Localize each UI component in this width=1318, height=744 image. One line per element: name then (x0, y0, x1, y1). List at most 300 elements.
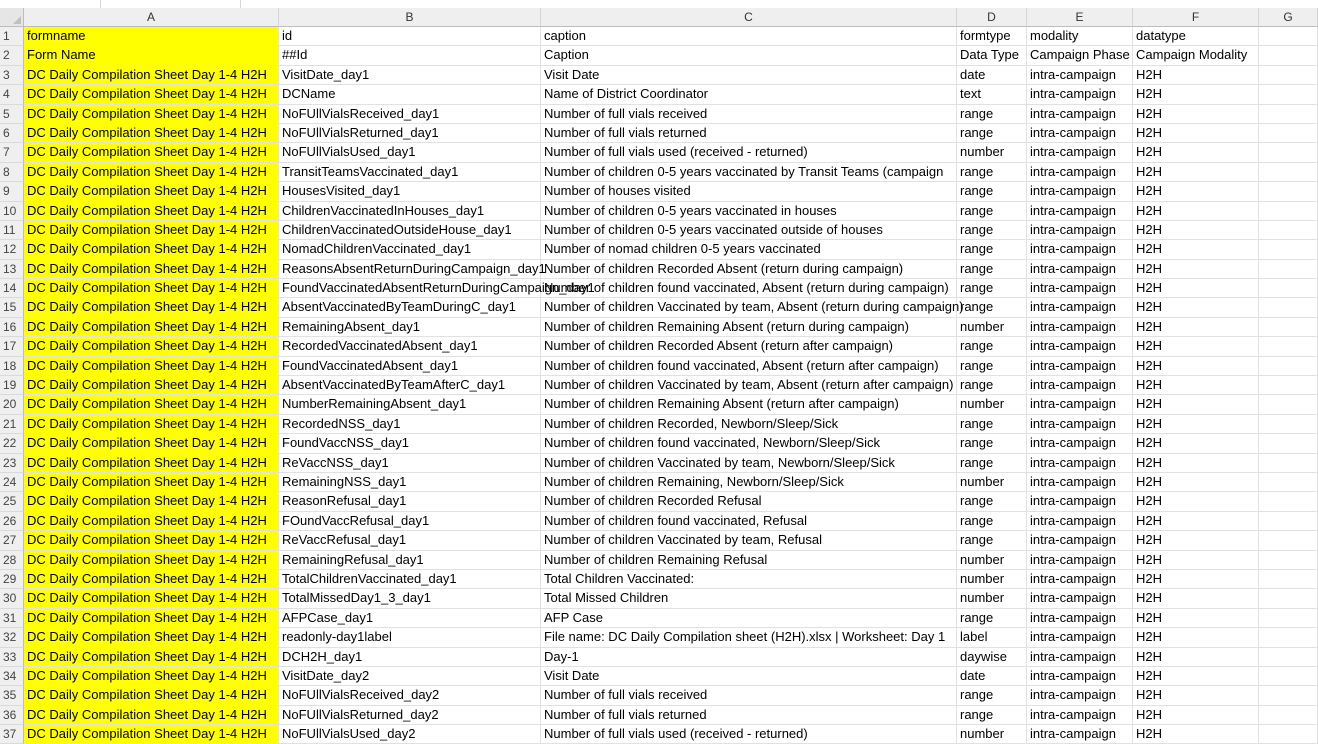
cell-formtype[interactable]: range (957, 182, 1027, 201)
cell-modality[interactable]: intra-campaign (1027, 551, 1133, 570)
cell-id[interactable]: NoFUllVialsReceived_day1 (279, 105, 541, 124)
row-header[interactable]: 30 (0, 589, 24, 608)
row-header[interactable]: 3 (0, 66, 24, 85)
cell-id[interactable]: TransitTeamsVaccinated_day1 (279, 163, 541, 182)
cell-caption[interactable]: Number of children 0-5 years vaccinated outside of houses (541, 221, 957, 240)
cell-empty[interactable] (1259, 66, 1318, 85)
cell-formname[interactable]: DC Daily Compilation Sheet Day 1-4 H2H (24, 415, 279, 434)
cell-caption[interactable]: Number of children Vaccinated by team, Newborn/Sleep/Sick (541, 454, 957, 473)
cell-empty[interactable] (1259, 376, 1318, 395)
cell-formname[interactable]: DC Daily Compilation Sheet Day 1-4 H2H (24, 376, 279, 395)
cell-caption[interactable]: Number of full vials returned (541, 124, 957, 143)
cell-id[interactable]: DCH2H_day1 (279, 648, 541, 667)
cell-datatype[interactable]: H2H (1133, 279, 1259, 298)
cell-id[interactable]: RemainingNSS_day1 (279, 473, 541, 492)
cell-caption[interactable]: Number of children Recorded, Newborn/Sleep/Sick (541, 415, 957, 434)
cell-caption[interactable]: Number of full vials returned (541, 706, 957, 725)
cell-caption[interactable]: AFP Case (541, 609, 957, 628)
row-header[interactable]: 5 (0, 105, 24, 124)
cell-empty[interactable] (1259, 492, 1318, 511)
cell-empty[interactable] (1259, 85, 1318, 104)
row-header[interactable]: 14 (0, 279, 24, 298)
cell-modality[interactable]: intra-campaign (1027, 628, 1133, 647)
cell-empty[interactable] (1259, 27, 1318, 46)
cell-formname[interactable]: Form Name (24, 46, 279, 65)
cell-caption[interactable]: Number of children found vaccinated, Refusal (541, 512, 957, 531)
tab-fragment[interactable] (0, 0, 101, 8)
row-header[interactable]: 29 (0, 570, 24, 589)
cell-modality[interactable]: modality (1027, 27, 1133, 46)
cell-empty[interactable] (1259, 551, 1318, 570)
cell-empty[interactable] (1259, 260, 1318, 279)
cell-empty[interactable] (1259, 706, 1318, 725)
cell-id[interactable]: NomadChildrenVaccinated_day1 (279, 240, 541, 259)
cell-formname[interactable]: DC Daily Compilation Sheet Day 1-4 H2H (24, 570, 279, 589)
cell-formname[interactable]: DC Daily Compilation Sheet Day 1-4 H2H (24, 260, 279, 279)
cell-id[interactable]: readonly-day1label (279, 628, 541, 647)
cell-formtype[interactable]: range (957, 279, 1027, 298)
cell-empty[interactable] (1259, 609, 1318, 628)
cell-datatype[interactable]: H2H (1133, 706, 1259, 725)
cell-formtype[interactable]: number (957, 725, 1027, 744)
cell-formtype[interactable]: range (957, 357, 1027, 376)
cell-id[interactable]: TotalMissedDay1_3_day1 (279, 589, 541, 608)
cell-caption[interactable]: Visit Date (541, 667, 957, 686)
cell-id[interactable]: id (279, 27, 541, 46)
cell-id[interactable]: ReVaccNSS_day1 (279, 454, 541, 473)
cell-id[interactable]: AbsentVaccinatedByTeamDuringC_day1 (279, 298, 541, 317)
cell-id[interactable]: HousesVisited_day1 (279, 182, 541, 201)
cell-formtype[interactable]: range (957, 298, 1027, 317)
cell-modality[interactable]: intra-campaign (1027, 163, 1133, 182)
row-header[interactable]: 8 (0, 163, 24, 182)
cell-formname[interactable]: DC Daily Compilation Sheet Day 1-4 H2H (24, 434, 279, 453)
cell-caption[interactable]: Visit Date (541, 66, 957, 85)
tab-fragment[interactable] (100, 0, 241, 8)
cell-id[interactable]: VisitDate_day1 (279, 66, 541, 85)
cell-formname[interactable]: formname (24, 27, 279, 46)
cell-formname[interactable]: DC Daily Compilation Sheet Day 1-4 H2H (24, 163, 279, 182)
cell-modality[interactable]: intra-campaign (1027, 240, 1133, 259)
cell-modality[interactable]: intra-campaign (1027, 512, 1133, 531)
row-header[interactable]: 4 (0, 85, 24, 104)
cell-caption[interactable]: Number of children Remaining Absent (return after campaign) (541, 395, 957, 414)
cell-formname[interactable]: DC Daily Compilation Sheet Day 1-4 H2H (24, 395, 279, 414)
cell-formname[interactable]: DC Daily Compilation Sheet Day 1-4 H2H (24, 628, 279, 647)
cell-formname[interactable]: DC Daily Compilation Sheet Day 1-4 H2H (24, 337, 279, 356)
cell-modality[interactable]: intra-campaign (1027, 473, 1133, 492)
cell-datatype[interactable]: H2H (1133, 454, 1259, 473)
cell-caption[interactable]: Number of houses visited (541, 182, 957, 201)
cell-modality[interactable]: intra-campaign (1027, 85, 1133, 104)
cell-modality[interactable]: intra-campaign (1027, 105, 1133, 124)
cell-datatype[interactable]: datatype (1133, 27, 1259, 46)
cell-caption[interactable]: Number of children Vaccinated by team, Refusal (541, 531, 957, 550)
cell-caption[interactable]: Day-1 (541, 648, 957, 667)
cell-id[interactable]: FOundVaccRefusal_day1 (279, 512, 541, 531)
column-header-e[interactable]: E (1027, 8, 1133, 27)
cell-modality[interactable]: intra-campaign (1027, 143, 1133, 162)
cell-datatype[interactable]: H2H (1133, 105, 1259, 124)
cell-formname[interactable]: DC Daily Compilation Sheet Day 1-4 H2H (24, 298, 279, 317)
cell-modality[interactable]: intra-campaign (1027, 124, 1133, 143)
select-all-button[interactable] (0, 8, 24, 27)
cell-formtype[interactable]: range (957, 376, 1027, 395)
row-header[interactable]: 19 (0, 376, 24, 395)
cell-formname[interactable]: DC Daily Compilation Sheet Day 1-4 H2H (24, 85, 279, 104)
cell-empty[interactable] (1259, 686, 1318, 705)
cell-formname[interactable]: DC Daily Compilation Sheet Day 1-4 H2H (24, 221, 279, 240)
cell-datatype[interactable]: H2H (1133, 628, 1259, 647)
cell-datatype[interactable]: H2H (1133, 124, 1259, 143)
cell-caption[interactable]: Number of children found vaccinated, Absent (return during campaign) (541, 279, 957, 298)
cell-modality[interactable]: intra-campaign (1027, 376, 1133, 395)
row-header[interactable]: 22 (0, 434, 24, 453)
row-header[interactable]: 6 (0, 124, 24, 143)
cell-datatype[interactable]: H2H (1133, 221, 1259, 240)
cell-datatype[interactable]: H2H (1133, 415, 1259, 434)
cell-modality[interactable]: intra-campaign (1027, 706, 1133, 725)
cell-formtype[interactable]: number (957, 318, 1027, 337)
cell-caption[interactable]: Total Children Vaccinated: (541, 570, 957, 589)
cell-formname[interactable]: DC Daily Compilation Sheet Day 1-4 H2H (24, 531, 279, 550)
cell-modality[interactable]: intra-campaign (1027, 648, 1133, 667)
cell-datatype[interactable]: H2H (1133, 66, 1259, 85)
row-header[interactable]: 33 (0, 648, 24, 667)
cell-id[interactable]: NoFUllVialsUsed_day2 (279, 725, 541, 744)
cell-id[interactable]: FoundVaccinatedAbsent_day1 (279, 357, 541, 376)
cell-modality[interactable]: intra-campaign (1027, 298, 1133, 317)
row-header[interactable]: 34 (0, 667, 24, 686)
cell-caption[interactable]: Number of children Vaccinated by team, Absent (return during campaign) (541, 298, 957, 317)
cell-empty[interactable] (1259, 163, 1318, 182)
row-header[interactable]: 16 (0, 318, 24, 337)
cell-modality[interactable]: intra-campaign (1027, 725, 1133, 744)
cell-id[interactable]: TotalChildrenVaccinated_day1 (279, 570, 541, 589)
cell-caption[interactable]: Number of children Vaccinated by team, Absent (return after campaign) (541, 376, 957, 395)
cell-datatype[interactable]: H2H (1133, 337, 1259, 356)
cell-empty[interactable] (1259, 240, 1318, 259)
cell-empty[interactable] (1259, 124, 1318, 143)
cell-caption[interactable]: Name of District Coordinator (541, 85, 957, 104)
cell-modality[interactable]: intra-campaign (1027, 260, 1133, 279)
cell-empty[interactable] (1259, 143, 1318, 162)
cell-caption[interactable]: Number of nomad children 0-5 years vaccinated (541, 240, 957, 259)
cell-formtype[interactable]: range (957, 531, 1027, 550)
cell-datatype[interactable]: H2H (1133, 473, 1259, 492)
cell-modality[interactable]: intra-campaign (1027, 182, 1133, 201)
cell-id[interactable]: ChildrenVaccinatedInHouses_day1 (279, 202, 541, 221)
cell-formname[interactable]: DC Daily Compilation Sheet Day 1-4 H2H (24, 357, 279, 376)
cell-caption[interactable]: Number of children found vaccinated, Newborn/Sleep/Sick (541, 434, 957, 453)
row-header[interactable]: 7 (0, 143, 24, 162)
cell-formname[interactable]: DC Daily Compilation Sheet Day 1-4 H2H (24, 706, 279, 725)
cell-empty[interactable] (1259, 46, 1318, 65)
cell-formtype[interactable]: range (957, 202, 1027, 221)
column-header-d[interactable]: D (957, 8, 1027, 27)
cell-empty[interactable] (1259, 589, 1318, 608)
row-header[interactable]: 28 (0, 551, 24, 570)
cell-empty[interactable] (1259, 105, 1318, 124)
cell-modality[interactable]: intra-campaign (1027, 570, 1133, 589)
cell-formtype[interactable]: date (957, 66, 1027, 85)
cell-formtype[interactable]: range (957, 512, 1027, 531)
cell-empty[interactable] (1259, 182, 1318, 201)
cell-id[interactable]: NoFUllVialsReceived_day2 (279, 686, 541, 705)
cell-datatype[interactable]: H2H (1133, 667, 1259, 686)
cell-formtype[interactable]: range (957, 124, 1027, 143)
cell-formname[interactable]: DC Daily Compilation Sheet Day 1-4 H2H (24, 589, 279, 608)
cell-datatype[interactable]: H2H (1133, 143, 1259, 162)
cell-id[interactable]: NoFUllVialsUsed_day1 (279, 143, 541, 162)
cell-formname[interactable]: DC Daily Compilation Sheet Day 1-4 H2H (24, 318, 279, 337)
cell-formname[interactable]: DC Daily Compilation Sheet Day 1-4 H2H (24, 143, 279, 162)
cell-id[interactable]: ReasonRefusal_day1 (279, 492, 541, 511)
cell-formtype[interactable]: label (957, 628, 1027, 647)
cell-empty[interactable] (1259, 628, 1318, 647)
cell-caption[interactable]: Number of children Recorded Refusal (541, 492, 957, 511)
cell-formtype[interactable]: range (957, 706, 1027, 725)
column-header-g[interactable]: G (1259, 8, 1318, 27)
cell-caption[interactable]: Number of children Recorded Absent (return after campaign) (541, 337, 957, 356)
row-header[interactable]: 23 (0, 454, 24, 473)
cell-empty[interactable] (1259, 357, 1318, 376)
cell-empty[interactable] (1259, 337, 1318, 356)
cell-empty[interactable] (1259, 512, 1318, 531)
cell-formname[interactable]: DC Daily Compilation Sheet Day 1-4 H2H (24, 454, 279, 473)
cell-empty[interactable] (1259, 667, 1318, 686)
column-header-b[interactable]: B (279, 8, 541, 27)
row-header[interactable]: 17 (0, 337, 24, 356)
row-header[interactable]: 9 (0, 182, 24, 201)
cell-formtype[interactable]: range (957, 609, 1027, 628)
row-header[interactable]: 13 (0, 260, 24, 279)
cell-empty[interactable] (1259, 531, 1318, 550)
cell-datatype[interactable]: H2H (1133, 512, 1259, 531)
cell-formtype[interactable]: number (957, 473, 1027, 492)
cell-id[interactable]: ReasonsAbsentReturnDuringCampaign_day1 (279, 260, 541, 279)
row-header[interactable]: 36 (0, 706, 24, 725)
cell-datatype[interactable]: H2H (1133, 395, 1259, 414)
row-header[interactable]: 31 (0, 609, 24, 628)
cell-formtype[interactable]: range (957, 260, 1027, 279)
cell-formtype[interactable]: date (957, 667, 1027, 686)
cell-id[interactable]: FoundVaccinatedAbsentReturnDuringCampaign_day1 (279, 279, 541, 298)
row-header[interactable]: 20 (0, 395, 24, 414)
cell-datatype[interactable]: H2H (1133, 609, 1259, 628)
cell-id[interactable]: AFPCase_day1 (279, 609, 541, 628)
cell-formtype[interactable]: range (957, 454, 1027, 473)
cell-caption[interactable]: Number of children Remaining, Newborn/Sleep/Sick (541, 473, 957, 492)
row-header[interactable]: 25 (0, 492, 24, 511)
cell-caption[interactable]: Number of full vials used (received - returned) (541, 143, 957, 162)
cell-empty[interactable] (1259, 415, 1318, 434)
cell-formtype[interactable]: number (957, 589, 1027, 608)
row-header[interactable]: 24 (0, 473, 24, 492)
row-header[interactable]: 35 (0, 686, 24, 705)
cell-formname[interactable]: DC Daily Compilation Sheet Day 1-4 H2H (24, 202, 279, 221)
cell-formname[interactable]: DC Daily Compilation Sheet Day 1-4 H2H (24, 66, 279, 85)
cell-id[interactable]: ##Id (279, 46, 541, 65)
row-header[interactable]: 37 (0, 725, 24, 744)
cell-formname[interactable]: DC Daily Compilation Sheet Day 1-4 H2H (24, 551, 279, 570)
cell-formname[interactable]: DC Daily Compilation Sheet Day 1-4 H2H (24, 667, 279, 686)
cell-modality[interactable]: intra-campaign (1027, 531, 1133, 550)
cell-formname[interactable]: DC Daily Compilation Sheet Day 1-4 H2H (24, 240, 279, 259)
cell-id[interactable]: AbsentVaccinatedByTeamAfterC_day1 (279, 376, 541, 395)
cell-id[interactable]: NoFUllVialsReturned_day2 (279, 706, 541, 725)
cell-modality[interactable]: intra-campaign (1027, 221, 1133, 240)
column-header-a[interactable]: A (24, 8, 279, 27)
cell-caption[interactable]: Number of full vials used (received - returned) (541, 725, 957, 744)
cell-id[interactable]: NumberRemainingAbsent_day1 (279, 395, 541, 414)
cell-modality[interactable]: Campaign Phase (1027, 46, 1133, 65)
cell-caption[interactable]: Number of full vials received (541, 686, 957, 705)
cell-id[interactable]: VisitDate_day2 (279, 667, 541, 686)
cell-id[interactable]: ReVaccRefusal_day1 (279, 531, 541, 550)
cell-empty[interactable] (1259, 318, 1318, 337)
cell-datatype[interactable]: H2H (1133, 357, 1259, 376)
row-header[interactable]: 1 (0, 27, 24, 46)
cell-formtype[interactable]: number (957, 570, 1027, 589)
cell-formname[interactable]: DC Daily Compilation Sheet Day 1-4 H2H (24, 473, 279, 492)
cell-modality[interactable]: intra-campaign (1027, 337, 1133, 356)
cell-datatype[interactable]: H2H (1133, 648, 1259, 667)
cell-empty[interactable] (1259, 298, 1318, 317)
cell-datatype[interactable]: H2H (1133, 570, 1259, 589)
cell-datatype[interactable]: H2H (1133, 260, 1259, 279)
cell-datatype[interactable]: H2H (1133, 589, 1259, 608)
cell-datatype[interactable]: H2H (1133, 492, 1259, 511)
cell-datatype[interactable]: Campaign Modality (1133, 46, 1259, 65)
cell-formname[interactable]: DC Daily Compilation Sheet Day 1-4 H2H (24, 609, 279, 628)
cell-modality[interactable]: intra-campaign (1027, 415, 1133, 434)
row-header[interactable]: 11 (0, 221, 24, 240)
cell-id[interactable]: RemainingRefusal_day1 (279, 551, 541, 570)
cell-id[interactable]: NoFUllVialsReturned_day1 (279, 124, 541, 143)
cell-formtype[interactable]: range (957, 686, 1027, 705)
cell-empty[interactable] (1259, 648, 1318, 667)
cell-caption[interactable]: Number of children found vaccinated, Absent (return after campaign) (541, 357, 957, 376)
cell-caption[interactable]: Number of children 0-5 years vaccinated by Transit Teams (campaign (541, 163, 957, 182)
column-header-f[interactable]: F (1133, 8, 1259, 27)
cell-datatype[interactable]: H2H (1133, 434, 1259, 453)
cell-empty[interactable] (1259, 202, 1318, 221)
cell-formname[interactable]: DC Daily Compilation Sheet Day 1-4 H2H (24, 686, 279, 705)
row-header[interactable]: 15 (0, 298, 24, 317)
cell-formtype[interactable]: Data Type (957, 46, 1027, 65)
cell-formtype[interactable]: range (957, 492, 1027, 511)
row-header[interactable]: 18 (0, 357, 24, 376)
cell-formname[interactable]: DC Daily Compilation Sheet Day 1-4 H2H (24, 124, 279, 143)
cell-caption[interactable]: Number of children Remaining Refusal (541, 551, 957, 570)
cell-modality[interactable]: intra-campaign (1027, 492, 1133, 511)
cell-formtype[interactable]: range (957, 105, 1027, 124)
cell-modality[interactable]: intra-campaign (1027, 589, 1133, 608)
cell-id[interactable]: DCName (279, 85, 541, 104)
cell-formtype[interactable]: range (957, 163, 1027, 182)
cell-formtype[interactable]: range (957, 415, 1027, 434)
cell-datatype[interactable]: H2H (1133, 240, 1259, 259)
cell-modality[interactable]: intra-campaign (1027, 686, 1133, 705)
cell-datatype[interactable]: H2H (1133, 725, 1259, 744)
cell-caption[interactable]: Number of full vials received (541, 105, 957, 124)
cell-formname[interactable]: DC Daily Compilation Sheet Day 1-4 H2H (24, 105, 279, 124)
cell-datatype[interactable]: H2H (1133, 202, 1259, 221)
cell-caption[interactable]: File name: DC Daily Compilation sheet (H2H).xlsx | Worksheet: Day 1 (541, 628, 957, 647)
cell-formname[interactable]: DC Daily Compilation Sheet Day 1-4 H2H (24, 492, 279, 511)
cell-formtype[interactable]: range (957, 337, 1027, 356)
cell-formname[interactable]: DC Daily Compilation Sheet Day 1-4 H2H (24, 182, 279, 201)
cell-caption[interactable]: Number of children Recorded Absent (return during campaign) (541, 260, 957, 279)
cell-datatype[interactable]: H2H (1133, 85, 1259, 104)
cell-empty[interactable] (1259, 221, 1318, 240)
cell-empty[interactable] (1259, 570, 1318, 589)
cell-caption[interactable]: Caption (541, 46, 957, 65)
cell-empty[interactable] (1259, 434, 1318, 453)
cell-formname[interactable]: DC Daily Compilation Sheet Day 1-4 H2H (24, 512, 279, 531)
cell-modality[interactable]: intra-campaign (1027, 279, 1133, 298)
row-header[interactable]: 12 (0, 240, 24, 259)
cell-caption[interactable]: Total Missed Children (541, 589, 957, 608)
cell-datatype[interactable]: H2H (1133, 551, 1259, 570)
cell-datatype[interactable]: H2H (1133, 686, 1259, 705)
cell-formname[interactable]: DC Daily Compilation Sheet Day 1-4 H2H (24, 648, 279, 667)
cell-modality[interactable]: intra-campaign (1027, 66, 1133, 85)
cell-datatype[interactable]: H2H (1133, 318, 1259, 337)
cell-id[interactable]: RecordedVaccinatedAbsent_day1 (279, 337, 541, 356)
cell-id[interactable]: FoundVaccNSS_day1 (279, 434, 541, 453)
cell-formtype[interactable]: range (957, 240, 1027, 259)
cell-modality[interactable]: intra-campaign (1027, 609, 1133, 628)
cell-datatype[interactable]: H2H (1133, 298, 1259, 317)
cell-empty[interactable] (1259, 454, 1318, 473)
cell-modality[interactable]: intra-campaign (1027, 357, 1133, 376)
cell-modality[interactable]: intra-campaign (1027, 454, 1133, 473)
cell-caption[interactable]: Number of children Remaining Absent (return during campaign) (541, 318, 957, 337)
row-header[interactable]: 27 (0, 531, 24, 550)
cell-modality[interactable]: intra-campaign (1027, 318, 1133, 337)
row-header[interactable]: 2 (0, 46, 24, 65)
cell-formtype[interactable]: number (957, 395, 1027, 414)
cell-modality[interactable]: intra-campaign (1027, 434, 1133, 453)
row-header[interactable]: 21 (0, 415, 24, 434)
column-header-c[interactable]: C (541, 8, 957, 27)
cell-empty[interactable] (1259, 279, 1318, 298)
cell-datatype[interactable]: H2H (1133, 182, 1259, 201)
cell-empty[interactable] (1259, 725, 1318, 744)
cell-datatype[interactable]: H2H (1133, 376, 1259, 395)
cell-id[interactable]: RecordedNSS_day1 (279, 415, 541, 434)
cell-modality[interactable]: intra-campaign (1027, 202, 1133, 221)
cell-id[interactable]: RemainingAbsent_day1 (279, 318, 541, 337)
cell-empty[interactable] (1259, 395, 1318, 414)
cell-formtype[interactable]: range (957, 221, 1027, 240)
cell-formtype[interactable]: number (957, 551, 1027, 570)
cell-formtype[interactable]: formtype (957, 27, 1027, 46)
row-header[interactable]: 10 (0, 202, 24, 221)
cell-datatype[interactable]: H2H (1133, 531, 1259, 550)
cell-caption[interactable]: caption (541, 27, 957, 46)
cell-id[interactable]: ChildrenVaccinatedOutsideHouse_day1 (279, 221, 541, 240)
cell-formname[interactable]: DC Daily Compilation Sheet Day 1-4 H2H (24, 725, 279, 744)
cell-formtype[interactable]: range (957, 434, 1027, 453)
cell-modality[interactable]: intra-campaign (1027, 395, 1133, 414)
cell-formtype[interactable]: number (957, 143, 1027, 162)
cell-formtype[interactable]: daywise (957, 648, 1027, 667)
cell-modality[interactable]: intra-campaign (1027, 667, 1133, 686)
cell-datatype[interactable]: H2H (1133, 163, 1259, 182)
